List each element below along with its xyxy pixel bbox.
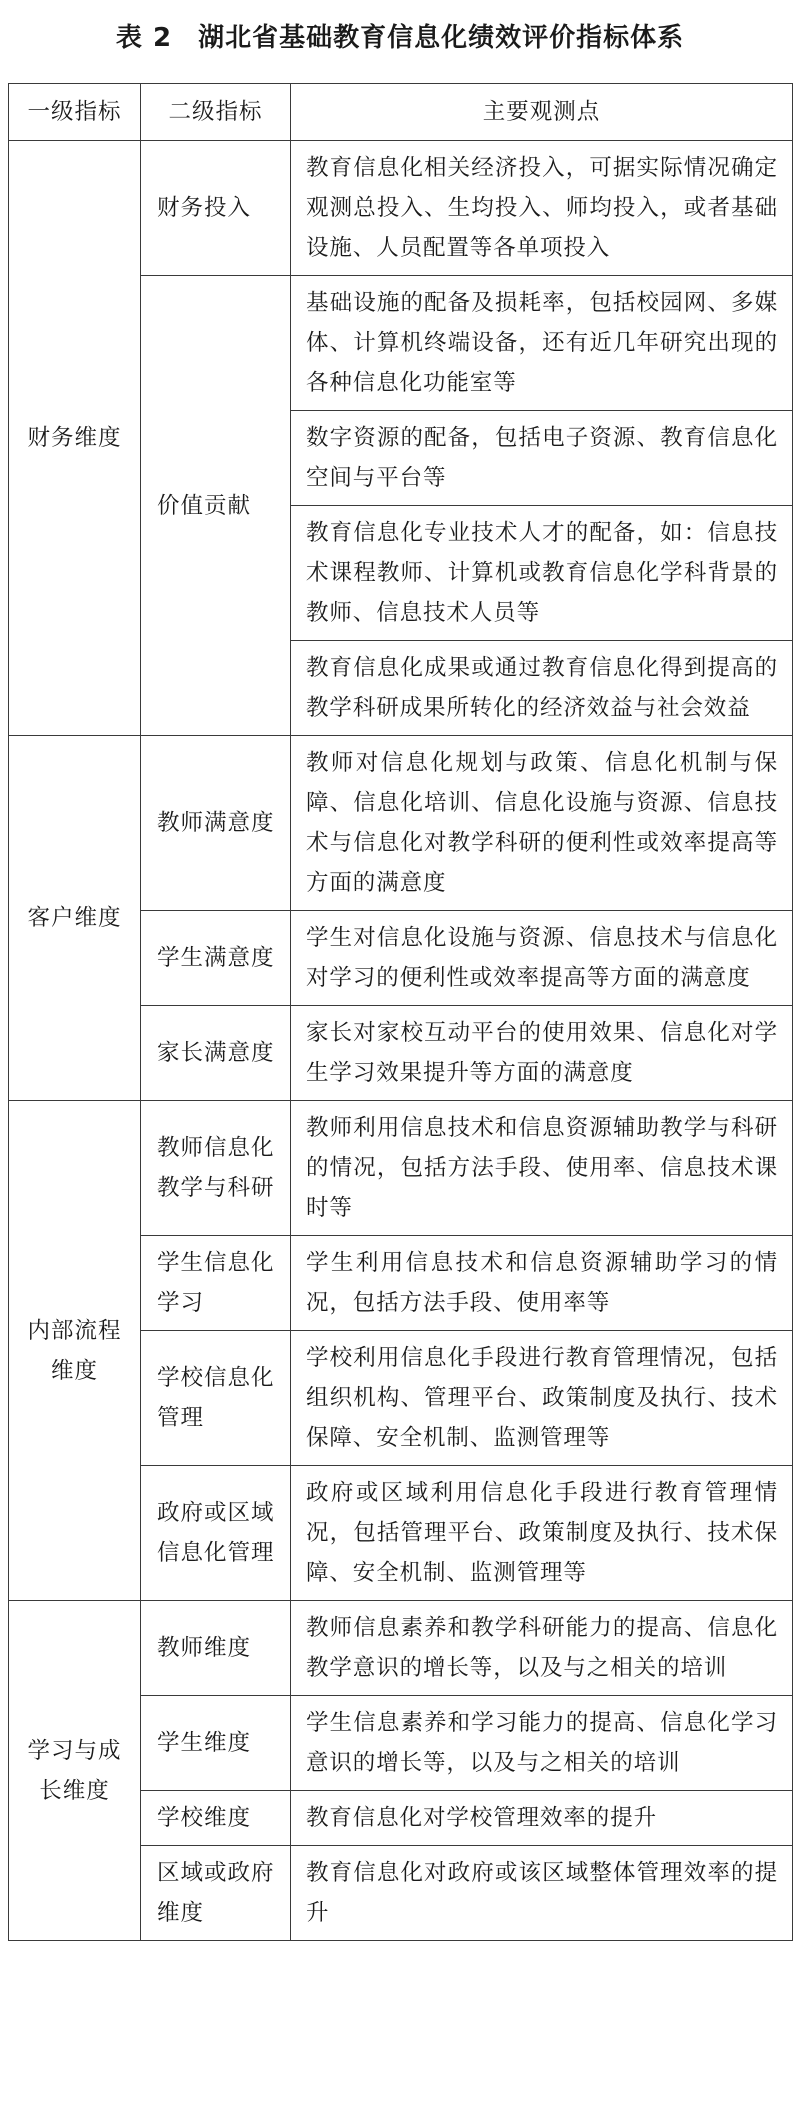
level2-cell: 学校维度	[141, 1791, 291, 1846]
header-row	[9, 84, 793, 141]
observation-cell: 教育信息化对政府或该区域整体管理效率的提升	[291, 1846, 793, 1941]
level2-cell: 教师维度	[141, 1601, 291, 1696]
level1-finance: 财务维度	[9, 141, 141, 736]
level2-cell: 学生信息化学习	[141, 1236, 291, 1331]
table-caption	[0, 14, 800, 62]
observation-cell: 数字资源的配备，包括电子资源、教育信息化空间与平台等	[291, 411, 793, 506]
observation-cell: 学生利用信息技术和信息资源辅助学习的情况，包括方法手段、使用率等	[291, 1236, 793, 1331]
table-row	[9, 1601, 793, 1696]
level2-cell: 财务投入	[141, 141, 291, 276]
observation-cell: 学生信息素养和学习能力的提高、信息化学习意识的增长等，以及与之相关的培训	[291, 1696, 793, 1791]
level2-cell: 学生满意度	[141, 911, 291, 1006]
level2-cell: 政府或区域信息化管理	[141, 1466, 291, 1601]
observation-cell: 教师信息素养和教学科研能力的提高、信息化教学意识的增长等，以及与之相关的培训	[291, 1601, 793, 1696]
level2-cell: 学生维度	[141, 1696, 291, 1791]
header-level2: 二级指标	[141, 84, 291, 141]
observation-cell: 教育信息化成果或通过教育信息化得到提高的教学科研成果所转化的经济效益与社会效益	[291, 641, 793, 736]
observation-cell: 基础设施的配备及损耗率，包括校园网、多媒体、计算机终端设备，还有近几年研究出现的各种信息化功能室等	[291, 276, 793, 411]
level1-internal-process: 内部流程维度	[9, 1101, 141, 1601]
table-row	[9, 141, 793, 276]
level2-cell: 区域或政府维度	[141, 1846, 291, 1941]
level2-cell: 价值贡献	[141, 276, 291, 736]
observation-cell: 教育信息化相关经济投入，可据实际情况确定观测总投入、生均投入、师均投入，或者基础设施、人员配置等各单项投入	[291, 141, 793, 276]
observation-cell: 教师对信息化规划与政策、信息化机制与保障、信息化培训、信息化设施与资源、信息技术与信息化对教学科研的便利性或效率提高等方面的满意度	[291, 736, 793, 911]
level2-cell: 教师信息化教学与科研	[141, 1101, 291, 1236]
observation-cell: 家长对家校互动平台的使用效果、信息化对学生学习效果提升等方面的满意度	[291, 1006, 793, 1101]
level1-learning-growth: 学习与成长维度	[9, 1601, 141, 1941]
observation-cell: 教师利用信息技术和信息资源辅助教学与科研的情况，包括方法手段、使用率、信息技术课时等	[291, 1101, 793, 1236]
table-row	[9, 736, 793, 911]
header-observation: 主要观测点	[291, 84, 793, 141]
table-title: 湖北省基础教育信息化绩效评价指标体系	[198, 23, 685, 53]
level1-customer: 客户维度	[9, 736, 141, 1101]
table-row	[9, 1101, 793, 1236]
observation-cell: 学校利用信息化手段进行教育管理情况，包括组织机构、管理平台、政策制度及执行、技术保障、安全机制、监测管理等	[291, 1331, 793, 1466]
level2-cell: 家长满意度	[141, 1006, 291, 1101]
level2-cell: 教师满意度	[141, 736, 291, 911]
observation-cell: 政府或区域利用信息化手段进行教育管理情况，包括管理平台、政策制度及执行、技术保障、安全机制、监测管理等	[291, 1466, 793, 1601]
observation-cell: 学生对信息化设施与资源、信息技术与信息化对学习的便利性或效率提高等方面的满意度	[291, 911, 793, 1006]
header-level1: 一级指标	[9, 84, 141, 141]
level2-cell: 学校信息化管理	[141, 1331, 291, 1466]
observation-cell: 教育信息化对学校管理效率的提升	[291, 1791, 793, 1846]
observation-cell: 教育信息化专业技术人才的配备，如：信息技术课程教师、计算机或教育信息化学科背景的教师、信息技术人员等	[291, 506, 793, 641]
indicator-table	[8, 83, 793, 1941]
table-number: 表 2	[115, 23, 173, 53]
